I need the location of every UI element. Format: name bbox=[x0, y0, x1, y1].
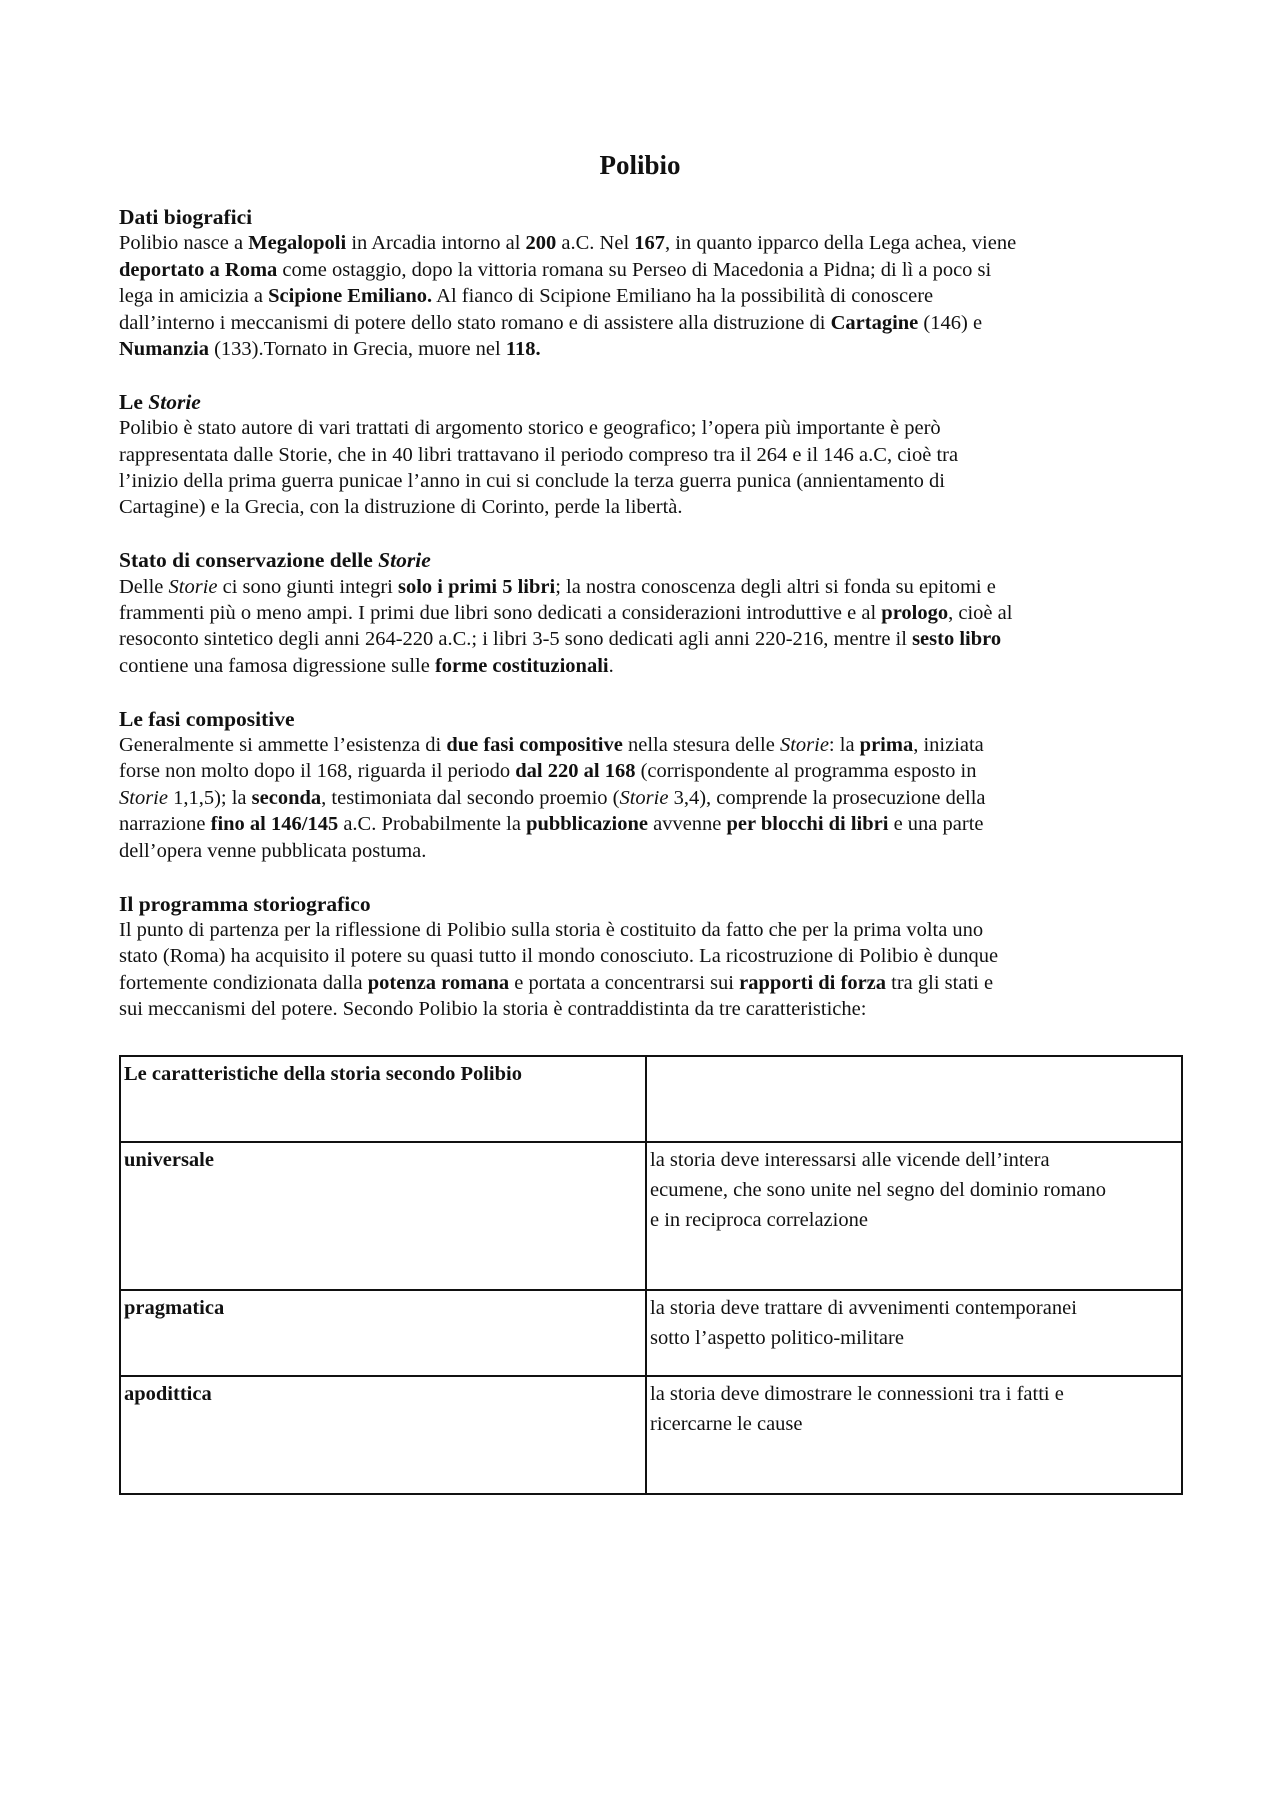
text-run: (146) e bbox=[918, 311, 983, 334]
bold-text: potenza romana bbox=[367, 971, 510, 994]
text-run: , iniziata bbox=[913, 734, 984, 757]
table-header-row bbox=[120, 1056, 1182, 1142]
text-run: (corrispondente al programma esposto in bbox=[635, 760, 977, 783]
section-paragraph bbox=[119, 732, 1179, 864]
text-run: fortemente condizionata dalla bbox=[119, 971, 368, 994]
text-run: Polibio è stato autore di vari trattati di argomento storico e geografico; l’opera più importante è però bbox=[119, 417, 941, 440]
text-run: Le bbox=[119, 389, 149, 414]
bold-text: fino al 146/145 bbox=[210, 813, 339, 836]
bold-text: rapporti di forza bbox=[739, 971, 887, 994]
text-line bbox=[119, 811, 1179, 837]
section-heading: Dati biografici bbox=[119, 205, 253, 229]
text-line bbox=[119, 494, 1179, 520]
text-line bbox=[119, 758, 1179, 784]
bold-text: solo i primi 5 libri bbox=[398, 575, 556, 598]
bold-text: seconda bbox=[251, 786, 322, 809]
text-line bbox=[119, 996, 1179, 1022]
text-line bbox=[119, 732, 1179, 758]
document-body bbox=[119, 204, 1179, 1049]
text-line bbox=[119, 785, 1179, 811]
description-line: e in reciproca correlazione bbox=[650, 1209, 868, 1231]
table-row bbox=[120, 1376, 1182, 1494]
text-line bbox=[119, 230, 1179, 256]
text-run: nella stesura delle bbox=[622, 734, 780, 757]
section-heading bbox=[119, 547, 1179, 573]
table-header-text: Le caratteristiche della storia secondo Polibio bbox=[124, 1063, 522, 1085]
table-cell-desc bbox=[646, 1142, 1182, 1290]
text-run: narrazione bbox=[119, 813, 211, 836]
section-le-storie bbox=[119, 389, 1179, 521]
bold-text: Scipione Emiliano. bbox=[268, 285, 433, 308]
text-run: lega in amicizia a bbox=[119, 285, 269, 308]
italic-text: Storie bbox=[168, 575, 218, 598]
text-line bbox=[119, 310, 1179, 336]
section-paragraph bbox=[119, 415, 1179, 521]
page-title: Polibio bbox=[599, 150, 681, 180]
text-run: l’inizio della prima guerra punicae l’anno in cui si conclude la terza guerra punica (annientamento di bbox=[119, 470, 945, 493]
table-cell-name bbox=[120, 1290, 646, 1376]
text-line bbox=[119, 283, 1179, 309]
text-run: dell’opera venne pubblicata postuma. bbox=[119, 839, 427, 862]
table-cell-name bbox=[120, 1376, 646, 1494]
italic-text: Storie bbox=[779, 734, 829, 757]
text-run: Polibio nasce a bbox=[119, 232, 249, 255]
text-run: forse non molto dopo il 168, riguarda il periodo bbox=[119, 760, 516, 783]
text-run: sui meccanismi del potere. Secondo Polibio la storia è contraddistinta da tre caratteristiche: bbox=[119, 998, 867, 1021]
text-run: ci sono giunti integri bbox=[217, 575, 398, 598]
characteristic-name: pragmatica bbox=[124, 1297, 225, 1319]
text-run: stato (Roma) ha acquisito il potere su quasi tutto il mondo conosciuto. La ricostruzione di Polibio è dunque bbox=[119, 945, 999, 968]
text-line bbox=[119, 415, 1179, 441]
bold-text: sesto libro bbox=[912, 628, 1002, 651]
text-run: resoconto sintetico degli anni 264-220 a.C.; i libri 3-5 sono dedicati agli anni 220-216, mentre il bbox=[119, 628, 913, 651]
description-line: la storia deve trattare di avvenimenti contemporanei bbox=[650, 1297, 1077, 1319]
characteristic-name: universale bbox=[124, 1149, 214, 1171]
bold-text: forme costituzionali bbox=[434, 654, 609, 677]
text-run: , cioè al bbox=[948, 602, 1013, 625]
bold-text: Cartagine bbox=[830, 311, 919, 334]
table-row bbox=[120, 1142, 1182, 1290]
section-paragraph bbox=[119, 230, 1179, 362]
description-line: ricercarne le cause bbox=[650, 1413, 803, 1435]
text-line bbox=[119, 838, 1179, 864]
text-run: : la bbox=[828, 734, 860, 757]
bold-text: prima bbox=[859, 734, 914, 757]
text-run: Al fianco di Scipione Emiliano ha la possibilità di conoscere bbox=[432, 285, 934, 308]
text-line bbox=[119, 653, 1179, 679]
description-line: la storia deve dimostrare le connessioni tra i fatti e bbox=[650, 1383, 1064, 1405]
text-run: Cartagine) e la Grecia, con la distruzione di Corinto, perde la libertà. bbox=[119, 496, 683, 519]
text-run: a.C. Nel bbox=[556, 232, 635, 255]
table-cell-desc bbox=[646, 1376, 1182, 1494]
text-run: avvenne bbox=[647, 813, 727, 836]
table-cell-name bbox=[120, 1142, 646, 1290]
text-run: Stato di conservazione delle bbox=[119, 548, 379, 573]
bold-text: dal 220 al 168 bbox=[515, 760, 636, 783]
text-run: Generalmente si ammette l’esistenza di bbox=[119, 734, 447, 757]
italic-text: Storie bbox=[148, 389, 201, 414]
description-line: la storia deve interessarsi alle vicende dell’intera bbox=[650, 1149, 1050, 1171]
bold-text: deportato a Roma bbox=[119, 258, 278, 281]
bold-text: 118. bbox=[505, 338, 541, 361]
text-line bbox=[119, 336, 1179, 362]
text-line bbox=[119, 468, 1179, 494]
text-run: Il punto di partenza per la riflessione di Polibio sulla storia è costituito da fatto che per la prima volta uno bbox=[119, 918, 984, 941]
text-run: in Arcadia intorno al bbox=[346, 232, 526, 255]
description-line: ecumene, che sono unite nel segno del dominio romano bbox=[650, 1179, 1107, 1201]
table-cell-desc bbox=[646, 1290, 1182, 1376]
section-stato-conservazione bbox=[119, 547, 1179, 679]
text-run: contiene una famosa digressione sulle bbox=[119, 654, 435, 677]
text-line bbox=[119, 917, 1179, 943]
text-line bbox=[119, 970, 1179, 996]
text-run: frammenti più o meno ampi. I primi due libri sono dedicati a considerazioni introduttive e al bbox=[119, 602, 882, 625]
italic-text: Storie bbox=[119, 786, 168, 809]
bold-text: 200 bbox=[525, 232, 557, 255]
section-paragraph bbox=[119, 917, 1179, 1023]
text-run: Delle bbox=[119, 575, 169, 598]
section-paragraph bbox=[119, 574, 1179, 680]
text-line bbox=[119, 600, 1179, 626]
text-run: , in quanto ipparco della Lega achea, viene bbox=[665, 232, 1017, 255]
bold-text: Megalopoli bbox=[248, 232, 347, 255]
section-heading bbox=[119, 389, 1179, 415]
characteristics-table-wrapper bbox=[119, 1055, 1181, 1495]
text-run: dall’interno i meccanismi di potere dello stato romano e di assistere alla distruzione di bbox=[119, 311, 831, 334]
section-heading: Il programma storiografico bbox=[119, 891, 371, 916]
text-run: (133).Tornato in Grecia, muore nel bbox=[208, 338, 506, 361]
table-header-empty-cell bbox=[646, 1056, 1182, 1142]
characteristics-table bbox=[119, 1055, 1183, 1495]
text-run: come ostaggio, dopo la vittoria romana su Perseo di Macedonia a Pidna; di lì a poco si bbox=[277, 258, 992, 281]
italic-text: Storie bbox=[378, 548, 431, 573]
text-run: ; la nostra conoscenza degli altri si fonda su epitomi e bbox=[555, 575, 996, 598]
text-run: 3,4), comprende la prosecuzione della bbox=[668, 786, 986, 809]
text-run: , testimoniata dal secondo proemio ( bbox=[321, 786, 620, 809]
text-run: tra gli stati e bbox=[886, 971, 994, 994]
table-row bbox=[120, 1290, 1182, 1376]
section-fasi-compositive bbox=[119, 706, 1179, 864]
bold-text: per blocchi di libri bbox=[726, 813, 889, 836]
italic-text: Storie bbox=[619, 786, 669, 809]
bold-text: Numanzia bbox=[119, 338, 209, 361]
section-heading: Le fasi compositive bbox=[119, 706, 295, 731]
text-run: . bbox=[608, 654, 614, 677]
text-line bbox=[119, 943, 1179, 969]
bold-text: pubblicazione bbox=[526, 813, 648, 836]
text-run: rappresentata dalle Storie, che in 40 libri trattavano il periodo compreso tra il 264 e il 146 a.C, cioè tra bbox=[119, 443, 959, 466]
text-line bbox=[119, 442, 1179, 468]
characteristic-name: apodittica bbox=[124, 1383, 212, 1405]
section-dati-biografici bbox=[119, 204, 1179, 362]
text-run: a.C. Probabilmente la bbox=[338, 813, 527, 836]
text-line bbox=[119, 574, 1179, 600]
text-line bbox=[119, 257, 1179, 283]
text-run: e una parte bbox=[888, 813, 984, 836]
text-run: e portata a concentrarsi sui bbox=[509, 971, 740, 994]
description-line: sotto l’aspetto politico-militare bbox=[650, 1327, 904, 1349]
bold-text: due fasi compositive bbox=[446, 734, 623, 757]
text-line bbox=[119, 626, 1179, 652]
bold-text: prologo bbox=[881, 602, 949, 625]
section-programma-storiografico bbox=[119, 891, 1179, 1023]
text-run: 1,1,5); la bbox=[167, 786, 252, 809]
bold-text: 167 bbox=[634, 232, 666, 255]
table-header-cell bbox=[120, 1056, 646, 1142]
